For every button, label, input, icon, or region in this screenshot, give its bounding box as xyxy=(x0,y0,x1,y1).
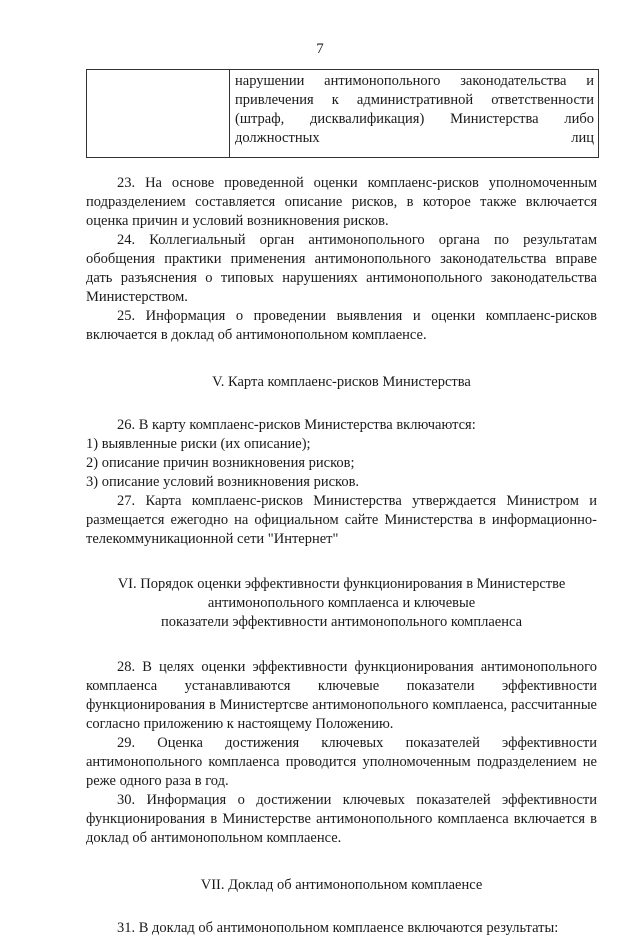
paragraph-29: 29. Оценка достижения ключевых показателей эффективности антимонопольного комплаенса проводится уполномоченным подразделением не реже одного раза в год. xyxy=(86,735,597,789)
table-row xyxy=(87,70,599,158)
paragraph-26: 26. В карту комплаенс-рисков Министерства включаются: xyxy=(117,417,476,433)
list-item-26-2: 2) описание причин возникновения рисков; xyxy=(86,455,355,471)
continuation-table xyxy=(86,69,599,158)
section-heading-6-line-3: показатели эффективности антимонопольного комплаенса xyxy=(160,614,523,630)
page-number: 7 xyxy=(316,41,324,57)
paragraph-30: 30. Информация о достижении ключевых показателей эффективности функционирования в Министерстве антимонопольного комплаенса включается в доклад об антимонопольном комплаенсе. xyxy=(86,792,597,846)
paragraph-25: 25. Информация о проведении выявления и оценки комплаенс-рисков включается в доклад об антимонопольном комплаенсе. xyxy=(86,308,597,343)
paragraph-31: 31. В доклад об антимонопольном комплаенсе включаются результаты: xyxy=(117,920,559,936)
paragraph-24: 24. Коллегиальный орган антимонопольного органа по результатам обобщения практики применения антимонопольного законодательства вправе дать разъяснения о типовых нарушениях антимонопольного законодательства Министерством. xyxy=(86,232,597,305)
paragraph-23: 23. На основе проведенной оценки комплаенс-рисков уполномоченным подразделением составляется описание рисков, в которое также включается оценка причин и условий возникновения рисков. xyxy=(86,175,597,229)
table-cell-paragraph: нарушении антимонопольного законодательства и привлечения к административной ответственности (штраф, дисквалификация) Министерства либо должностных лиц xyxy=(235,73,594,146)
section-heading-5: V. Карта комплаенс-рисков Министерства xyxy=(212,374,471,390)
paragraph-27: 27. Карта комплаенс-рисков Министерства утверждается Министром и размещается ежегодно на официальном сайте Министерства в информационно-телекоммуникационной сети "Интернет" xyxy=(86,493,597,547)
list-item-26-3: 3) описание условий возникновения рисков. xyxy=(86,474,360,490)
section-heading-7: VII. Доклад об антимонопольном комплаенсе xyxy=(200,877,483,893)
table-cell-empty xyxy=(87,70,230,158)
section-heading-6-line-1: VI. Порядок оценки эффективности функционирования в Министерстве xyxy=(117,576,566,592)
list-item-26-1: 1) выявленные риски (их описание); xyxy=(86,436,311,452)
paragraph-28: 28. В целях оценки эффективности функционирования антимонопольного комплаенса устанавливаются ключевые показатели эффективности функционирования в Министертсве антимонопольного комплаенса, рассчитанные согласно приложению к настоящему Положению. xyxy=(86,659,597,732)
section-heading-6-line-2: антимонопольного комплаенса и ключевые xyxy=(207,595,476,611)
table-cell-text xyxy=(230,70,599,158)
document-body xyxy=(86,174,597,938)
